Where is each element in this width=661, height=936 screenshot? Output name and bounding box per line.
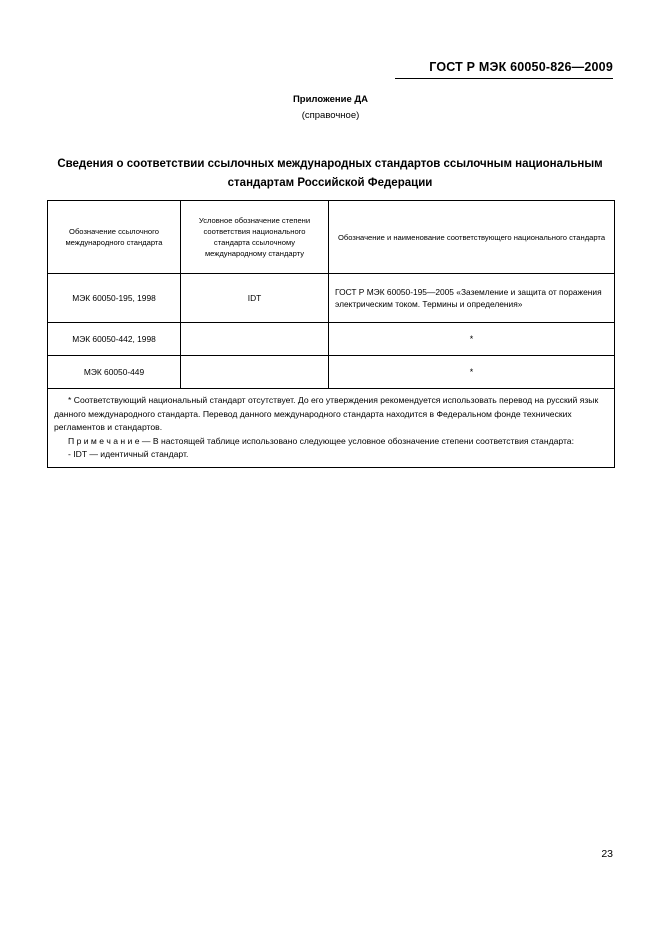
- page-title: Сведения о соответствии ссылочных международных стандартов ссылочным национальным стандартам Российской Федерации: [57, 158, 603, 189]
- column-header-reference-standard: Обозначение ссылочного международного стандарта: [48, 201, 181, 274]
- cell-reference-standard: МЭК 60050-195, 1998: [48, 274, 181, 323]
- cell-national-standard: ГОСТ Р МЭК 60050-195—2005 «Заземление и защита от поражения электрическим током. Термины и определения»: [329, 274, 615, 323]
- table-row: [48, 274, 615, 323]
- cell-reference-standard: МЭК 60050-442, 1998: [48, 323, 181, 356]
- footnote-paragraph: * Соответствующий национальный стандарт отсутствует. До его утверждения рекомендуется использовать перевод на русский язык данного международного стандарта. Перевод данного международного стандарта находится в Федеральном фонде технических регламентов и стандартов.: [54, 395, 599, 432]
- footnote-note-label: П р и м е ч а н и е —: [68, 435, 151, 446]
- header-divider: [395, 78, 613, 79]
- cell-degree: IDT: [181, 274, 329, 323]
- table-row: [48, 323, 615, 356]
- table-footnote-cell: [48, 389, 615, 468]
- table-row: [48, 356, 615, 389]
- page-number: 23: [601, 848, 613, 860]
- table-footnote-row: [48, 389, 615, 468]
- footnote-item: - IDT — идентичный стандарт.: [68, 449, 189, 459]
- table-header-row: [48, 201, 615, 274]
- annex-type: (справочное): [301, 110, 360, 121]
- cell-reference-standard: МЭК 60050-449: [48, 356, 181, 389]
- cell-national-standard: *: [329, 356, 615, 389]
- footnote-note: [54, 435, 608, 449]
- footnote-note-text: В настоящей таблице использовано следующее условное обозначение степени соответствия стандарта:: [152, 435, 574, 446]
- cell-national-standard: *: [329, 323, 615, 356]
- column-header-national-standard: Обозначение и наименование соответствующего национального стандарта: [329, 201, 615, 274]
- column-header-degree-of-correspondence: Условное обозначение степени соответствия национального стандарта ссылочному международному стандарту: [181, 201, 329, 274]
- cell-degree: [181, 356, 329, 389]
- cell-degree: [181, 323, 329, 356]
- correspondence-table: [47, 200, 615, 468]
- standard-number-header: ГОСТ Р МЭК 60050-826—2009: [429, 60, 613, 74]
- annex-label: Приложение ДА: [292, 94, 369, 105]
